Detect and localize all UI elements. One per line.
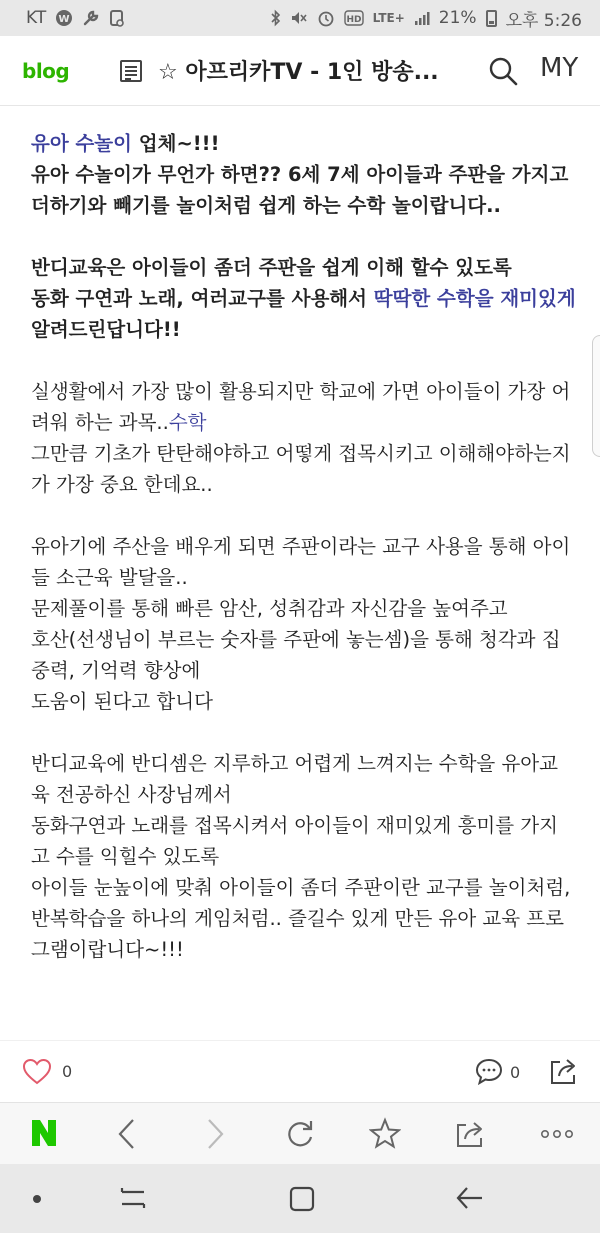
comment-count: 0 (510, 1062, 521, 1082)
back-icon[interactable] (116, 1117, 138, 1151)
svg-text:HD: HD (346, 15, 362, 25)
status-right (271, 6, 582, 31)
home-icon[interactable] (288, 1185, 316, 1213)
bookmark-star-icon[interactable] (369, 1117, 401, 1151)
edge-panel-handle[interactable] (592, 335, 600, 457)
browser-toolbar (0, 1102, 600, 1164)
paragraph-spacer (31, 221, 576, 252)
battery-percent: 21% (438, 8, 477, 28)
paragraph-spacer (31, 500, 576, 531)
share-icon[interactable] (548, 1056, 580, 1086)
like-count: 0 (62, 1062, 73, 1081)
highlighted-text: 수학 (168, 411, 207, 434)
paragraph-spacer (31, 345, 576, 376)
search-icon[interactable] (488, 56, 518, 86)
status-left (26, 8, 125, 28)
blog-header (0, 36, 600, 106)
paragraph-text: 반디교육에 반디셈은 지루하고 어렵게 느껴지는 수학을 유아교육 전공하신 사장님께서 동화구연과 노래를 접목시켜서 아이들이 재미있게 흥미를 가지고 수를 익힐수 있도록 아이들 눈높이에 맞춰 아이들이 좀더 주판이란 교구를 놀이처럼, 반복학습을 하나의 게임처럼.. 즐길수 있게 만든 유아 교육 프로그램이랍니다~!!! (31, 752, 571, 961)
paragraph-text: 업체~!!! 유아 수놀이가 무언가 하면?? 6세 7세 아이들과 주판을 가지고 더하기와 빼기를 놀이처럼 쉽게 하는 수학 놀이랍니다.. (31, 132, 569, 217)
network-label: LTE+ (372, 11, 405, 25)
browser-share-icon[interactable] (454, 1117, 488, 1151)
nav-back-icon[interactable] (455, 1184, 485, 1212)
svg-text:W: W (58, 14, 70, 25)
battery-icon (486, 10, 497, 27)
speech-bubble-icon (474, 1057, 504, 1087)
forward-icon[interactable] (204, 1117, 226, 1151)
mute-icon (290, 9, 308, 27)
post-paragraph (31, 128, 576, 221)
naver-w-icon (55, 9, 73, 27)
post-paragraph (31, 748, 576, 965)
naver-home-icon[interactable] (29, 1117, 59, 1149)
signal-icon (414, 10, 430, 26)
bluetooth-icon (271, 9, 281, 27)
paragraph-text: 알려드린답니다!! (31, 318, 181, 341)
carrier-label: KT (26, 8, 47, 28)
paragraph-text: 실생활에서 가장 많이 활용되지만 학교에 가면 아이들이 가장 어려워 하는 과목.. (31, 380, 571, 434)
wrench-icon (82, 9, 100, 27)
highlighted-text: 유아 수놀이 (31, 132, 132, 155)
list-icon[interactable] (120, 60, 142, 82)
my-button[interactable]: MY (540, 53, 579, 83)
blog-logo[interactable]: blog (22, 58, 70, 83)
highlighted-text: 딱딱한 수학을 재미있게 (373, 287, 576, 310)
status-bar (0, 0, 600, 36)
heart-outline-icon (22, 1058, 52, 1085)
nav-dot-icon[interactable] (32, 1194, 42, 1204)
naver-n-icon (29, 1117, 59, 1149)
recent-apps-icon[interactable] (118, 1184, 148, 1212)
post-body (31, 128, 576, 1033)
blog-title[interactable]: ☆ 아프리카TV - 1인 방송... (158, 60, 439, 85)
system-nav-bar (0, 1164, 600, 1233)
hd-voice-icon (344, 10, 364, 26)
post-paragraph (31, 531, 576, 717)
paragraph-text: 그만큼 기초가 탄탄해야하고 어떻게 접목시키고 이해해야하는지가 가장 중요 한데요.. (31, 442, 571, 496)
post-action-bar (0, 1040, 600, 1102)
post-paragraph (31, 376, 576, 500)
alarm-icon (317, 9, 335, 27)
paragraph-text: 유아기에 주산을 배우게 되면 주판이라는 교구 사용을 통해 아이들 소근육 발달을.. 문제풀이를 통해 빠른 암산, 성취감과 자신감을 높여주고 호산(선생님이 부르는 숫자를 주판에 놓는셈)을 통해 청각과 집중력, 기억력 향상에 도움이 된다고 합니다 (31, 535, 571, 713)
paragraph-spacer (31, 717, 576, 748)
paragraph-text: 반디교육은 아이들이 좀더 주판을 쉽게 이해 할수 있도록 동화 구연과 노래, 여러교구를 사용해서 (31, 256, 512, 310)
clock-time: 오후 5:26 (505, 10, 582, 31)
more-icon[interactable] (540, 1129, 574, 1139)
screen-rotate-icon (109, 9, 125, 27)
post-paragraph (31, 252, 576, 345)
comment-button[interactable] (474, 1057, 520, 1087)
like-button[interactable] (22, 1058, 72, 1085)
refresh-icon[interactable] (284, 1117, 316, 1151)
